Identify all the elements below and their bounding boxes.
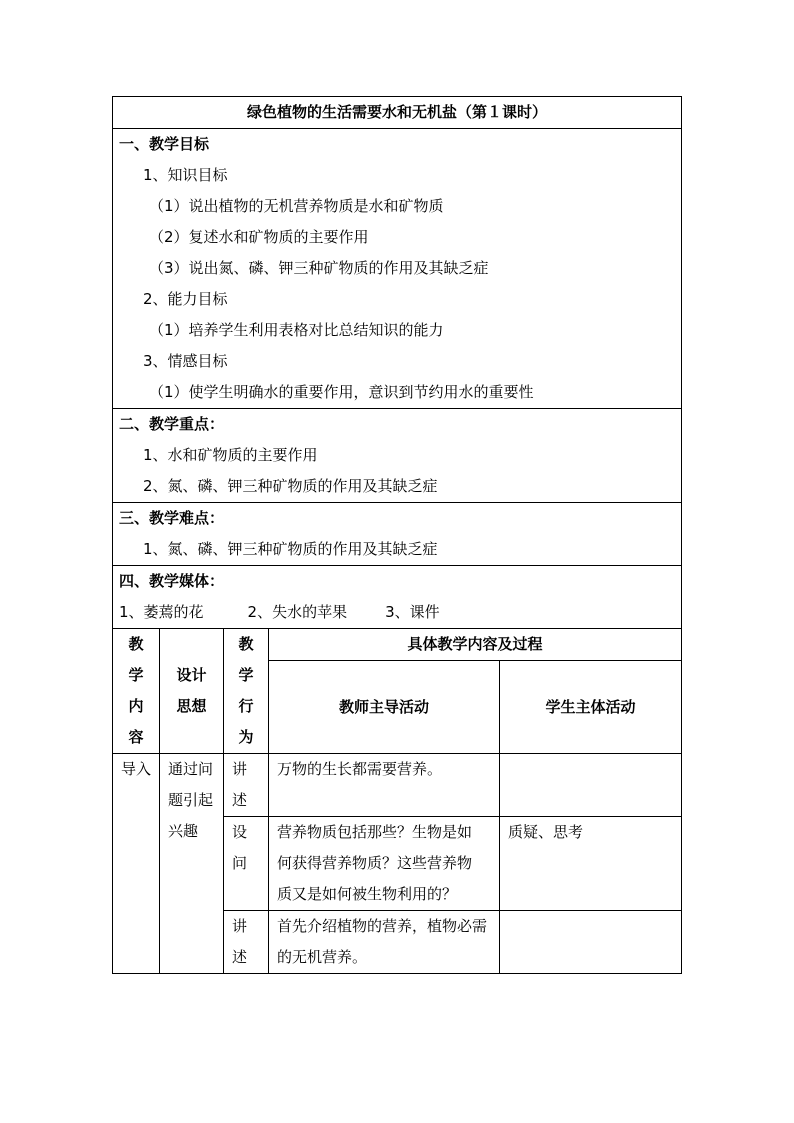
difficulty-item: 1、氮、磷、钾三种矿物质的作用及其缺乏症 [143, 540, 438, 558]
teaching-goals-section [113, 129, 682, 409]
teacher-cell: 营养物质包括那些？生物是如 何获得营养物质？这些营养物 质又是如何被生物利用的？ [269, 817, 500, 911]
behavior-cell: 讲 述 [224, 911, 269, 974]
key-point-item: 2、氮、磷、钾三种矿物质的作用及其缺乏症 [143, 477, 438, 495]
media-item: 2、失水的苹果 [247, 603, 348, 621]
teacher-cell: 万物的生长都需要营养。 [269, 754, 500, 817]
student-cell [500, 754, 682, 817]
lesson-title: 绿色植物的生活需要水和无机盐（第１课时） [113, 97, 682, 129]
goals-heading: 一、教学目标 [119, 135, 210, 153]
header-behavior: 教 学 行 为 [224, 629, 269, 754]
knowledge-goal-label: 1、知识目标 [143, 166, 228, 184]
media-section [113, 566, 682, 629]
lesson-plan-table [112, 96, 682, 974]
difficulties-heading: 三、教学难点： [119, 509, 225, 527]
ability-goal-item: （1）培养学生利用表格对比总结知识的能力 [149, 321, 444, 339]
design-cell: 通过问 题引起 兴趣 [160, 754, 224, 974]
teacher-cell: 首先介绍植物的营养，植物必需 的无机营养。 [269, 911, 500, 974]
key-points-section [113, 409, 682, 503]
stage-cell: 导入 [113, 754, 160, 974]
knowledge-goal-item: （3）说出氮、磷、钾三种矿物质的作用及其缺乏症 [149, 259, 489, 277]
key-points-heading: 二、教学重点： [119, 415, 225, 433]
emotion-goal-label: 3、情感目标 [143, 352, 228, 370]
media-list [113, 597, 681, 628]
emotion-goal-item: （1）使学生明确水的重要作用，意识到节约用水的重要性 [149, 383, 534, 401]
header-design: 设计 思想 [160, 629, 224, 754]
header-detail: 具体教学内容及过程 [269, 629, 682, 661]
header-student: 学生主体活动 [500, 661, 682, 754]
behavior-cell: 设 问 [224, 817, 269, 911]
media-item: 3、课件 [385, 603, 440, 621]
behavior-cell: 讲 述 [224, 754, 269, 817]
difficulties-section [113, 503, 682, 566]
key-point-item: 1、水和矿物质的主要作用 [143, 446, 318, 464]
header-teacher: 教师主导活动 [269, 661, 500, 754]
media-item: 1、萎蔫的花 [119, 603, 204, 621]
header-content: 教 学 内 容 [113, 629, 160, 754]
ability-goal-label: 2、能力目标 [143, 290, 228, 308]
knowledge-goal-item: （1）说出植物的无机营养物质是水和矿物质 [149, 197, 444, 215]
student-cell [500, 911, 682, 974]
knowledge-goal-item: （2）复述水和矿物质的主要作用 [149, 228, 369, 246]
student-cell: 质疑、思考 [500, 817, 682, 911]
media-heading: 四、教学媒体： [119, 572, 225, 590]
